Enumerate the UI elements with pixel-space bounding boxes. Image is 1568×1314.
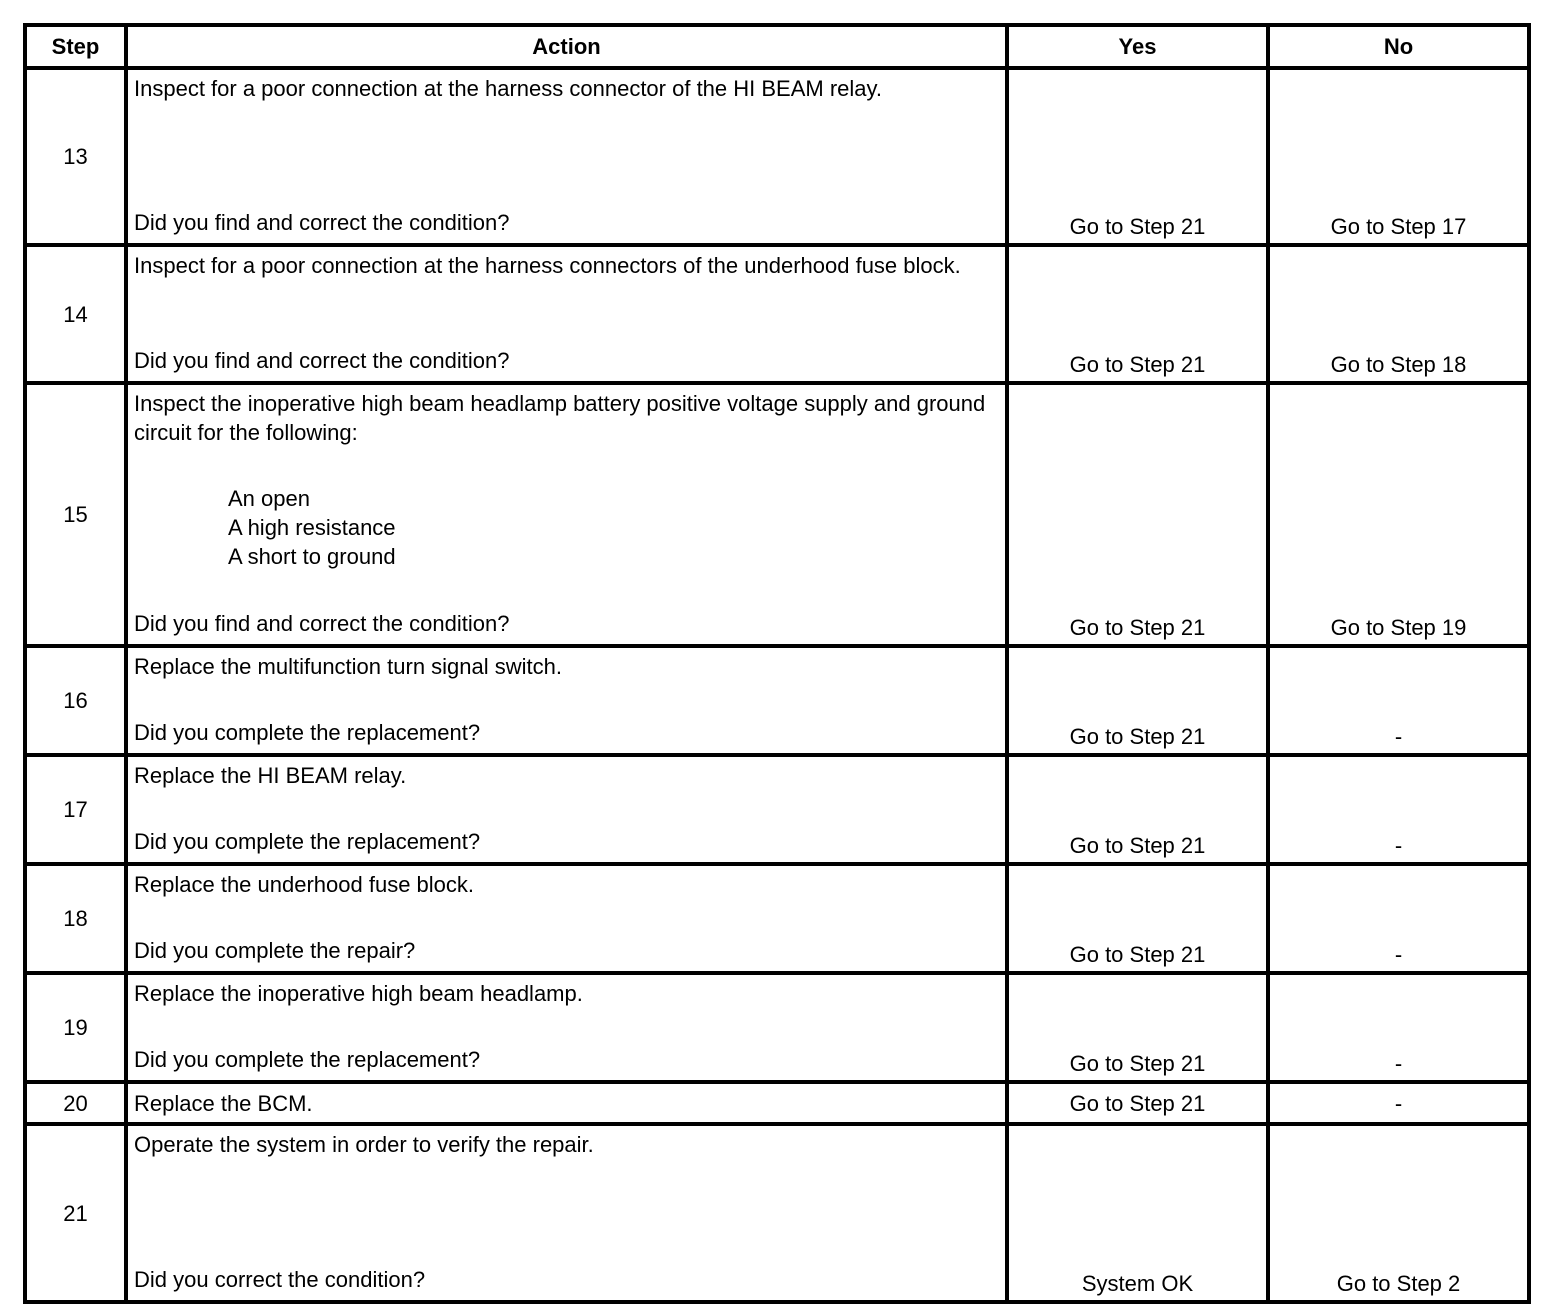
yes-result: Go to Step 21	[1069, 942, 1206, 967]
yes-cell	[1007, 755, 1268, 864]
action-text: Inspect for a poor connection at the harness connector of the HI BEAM relay.	[134, 76, 882, 101]
header-action: Action	[126, 25, 1007, 68]
no-result: -	[1394, 724, 1403, 749]
action-text: Replace the BCM.	[134, 1090, 313, 1116]
question-text: Did you correct the condition?	[134, 1267, 426, 1292]
step-number: 20	[25, 1082, 126, 1124]
action-cell	[126, 1082, 1007, 1124]
yes-cell	[1007, 383, 1268, 646]
no-result: -	[1394, 1051, 1403, 1076]
action-cell	[126, 973, 1007, 1082]
step-number: 21	[25, 1124, 126, 1302]
step-number: 13	[25, 68, 126, 245]
step-number: 14	[25, 245, 126, 383]
table-row	[25, 1082, 1529, 1124]
question-text: Did you complete the repair?	[134, 938, 416, 963]
no-cell	[1268, 864, 1529, 973]
action-text: Replace the inoperative high beam headlamp.	[134, 981, 583, 1006]
header-row	[25, 25, 1529, 68]
no-result: -	[1394, 1090, 1403, 1116]
no-result: -	[1394, 833, 1403, 858]
no-cell	[1268, 1082, 1529, 1124]
yes-result: Go to Step 21	[1069, 214, 1206, 239]
action-text: Replace the multifunction turn signal switch.	[134, 654, 562, 679]
question-text: Did you complete the replacement?	[134, 829, 481, 854]
no-cell	[1268, 383, 1529, 646]
header-yes: Yes	[1007, 25, 1268, 68]
yes-cell	[1007, 973, 1268, 1082]
action-text: Operate the system in order to verify the repair.	[134, 1132, 594, 1157]
yes-cell	[1007, 1124, 1268, 1302]
table-row	[25, 68, 1529, 245]
question-text: Did you find and correct the condition?	[134, 611, 510, 636]
question-text: Did you find and correct the condition?	[134, 210, 510, 235]
no-cell	[1268, 973, 1529, 1082]
yes-result: System OK	[1081, 1271, 1194, 1296]
action-text: Replace the underhood fuse block.	[134, 872, 475, 897]
table-row	[25, 1124, 1529, 1302]
no-result: -	[1394, 942, 1403, 967]
table-row	[25, 646, 1529, 755]
table-row	[25, 864, 1529, 973]
yes-result: Go to Step 21	[1069, 724, 1206, 749]
no-result: Go to Step 19	[1330, 615, 1467, 640]
step-number: 15	[25, 383, 126, 646]
action-text: Inspect for a poor connection at the harness connectors of the underhood fuse block.	[134, 253, 961, 278]
table-row	[25, 973, 1529, 1082]
yes-cell	[1007, 1082, 1268, 1124]
header-step: Step	[25, 25, 126, 68]
diagnostic-table	[23, 23, 1531, 1304]
step-number: 17	[25, 755, 126, 864]
question-text: Did you complete the replacement?	[134, 1047, 481, 1072]
question-text: Did you find and correct the condition?	[134, 348, 510, 373]
yes-cell	[1007, 864, 1268, 973]
condition-list	[134, 484, 1001, 571]
list-item: A high resistance	[228, 515, 396, 540]
yes-result: Go to Step 21	[1069, 833, 1206, 858]
action-cell	[126, 245, 1007, 383]
action-text: Replace the HI BEAM relay.	[134, 763, 407, 788]
table-row	[25, 383, 1529, 646]
list-item: An open	[228, 486, 310, 511]
action-cell	[126, 755, 1007, 864]
header-no: No	[1268, 25, 1529, 68]
no-result: Go to Step 17	[1330, 214, 1467, 239]
no-result: Go to Step 18	[1330, 352, 1467, 377]
action-cell	[126, 864, 1007, 973]
yes-cell	[1007, 68, 1268, 245]
yes-cell	[1007, 646, 1268, 755]
action-cell	[126, 383, 1007, 646]
step-number: 18	[25, 864, 126, 973]
table-row	[25, 245, 1529, 383]
no-cell	[1268, 245, 1529, 383]
no-cell	[1268, 755, 1529, 864]
action-cell	[126, 68, 1007, 245]
no-cell	[1268, 1124, 1529, 1302]
yes-cell	[1007, 245, 1268, 383]
table-row	[25, 755, 1529, 864]
list-item: A short to ground	[228, 544, 396, 569]
yes-result: Go to Step 21	[1069, 1051, 1206, 1076]
step-number: 19	[25, 973, 126, 1082]
action-cell	[126, 646, 1007, 755]
yes-result: Go to Step 21	[1069, 615, 1206, 640]
no-cell	[1268, 646, 1529, 755]
no-cell	[1268, 68, 1529, 245]
question-text: Did you complete the replacement?	[134, 720, 481, 745]
action-cell	[126, 1124, 1007, 1302]
yes-result: Go to Step 21	[1069, 352, 1206, 377]
step-number: 16	[25, 646, 126, 755]
action-text: Inspect the inoperative high beam headlamp battery positive voltage supply and ground circuit for the following:	[134, 391, 986, 445]
yes-result: Go to Step 21	[1069, 1090, 1206, 1116]
no-result: Go to Step 2	[1336, 1271, 1461, 1296]
